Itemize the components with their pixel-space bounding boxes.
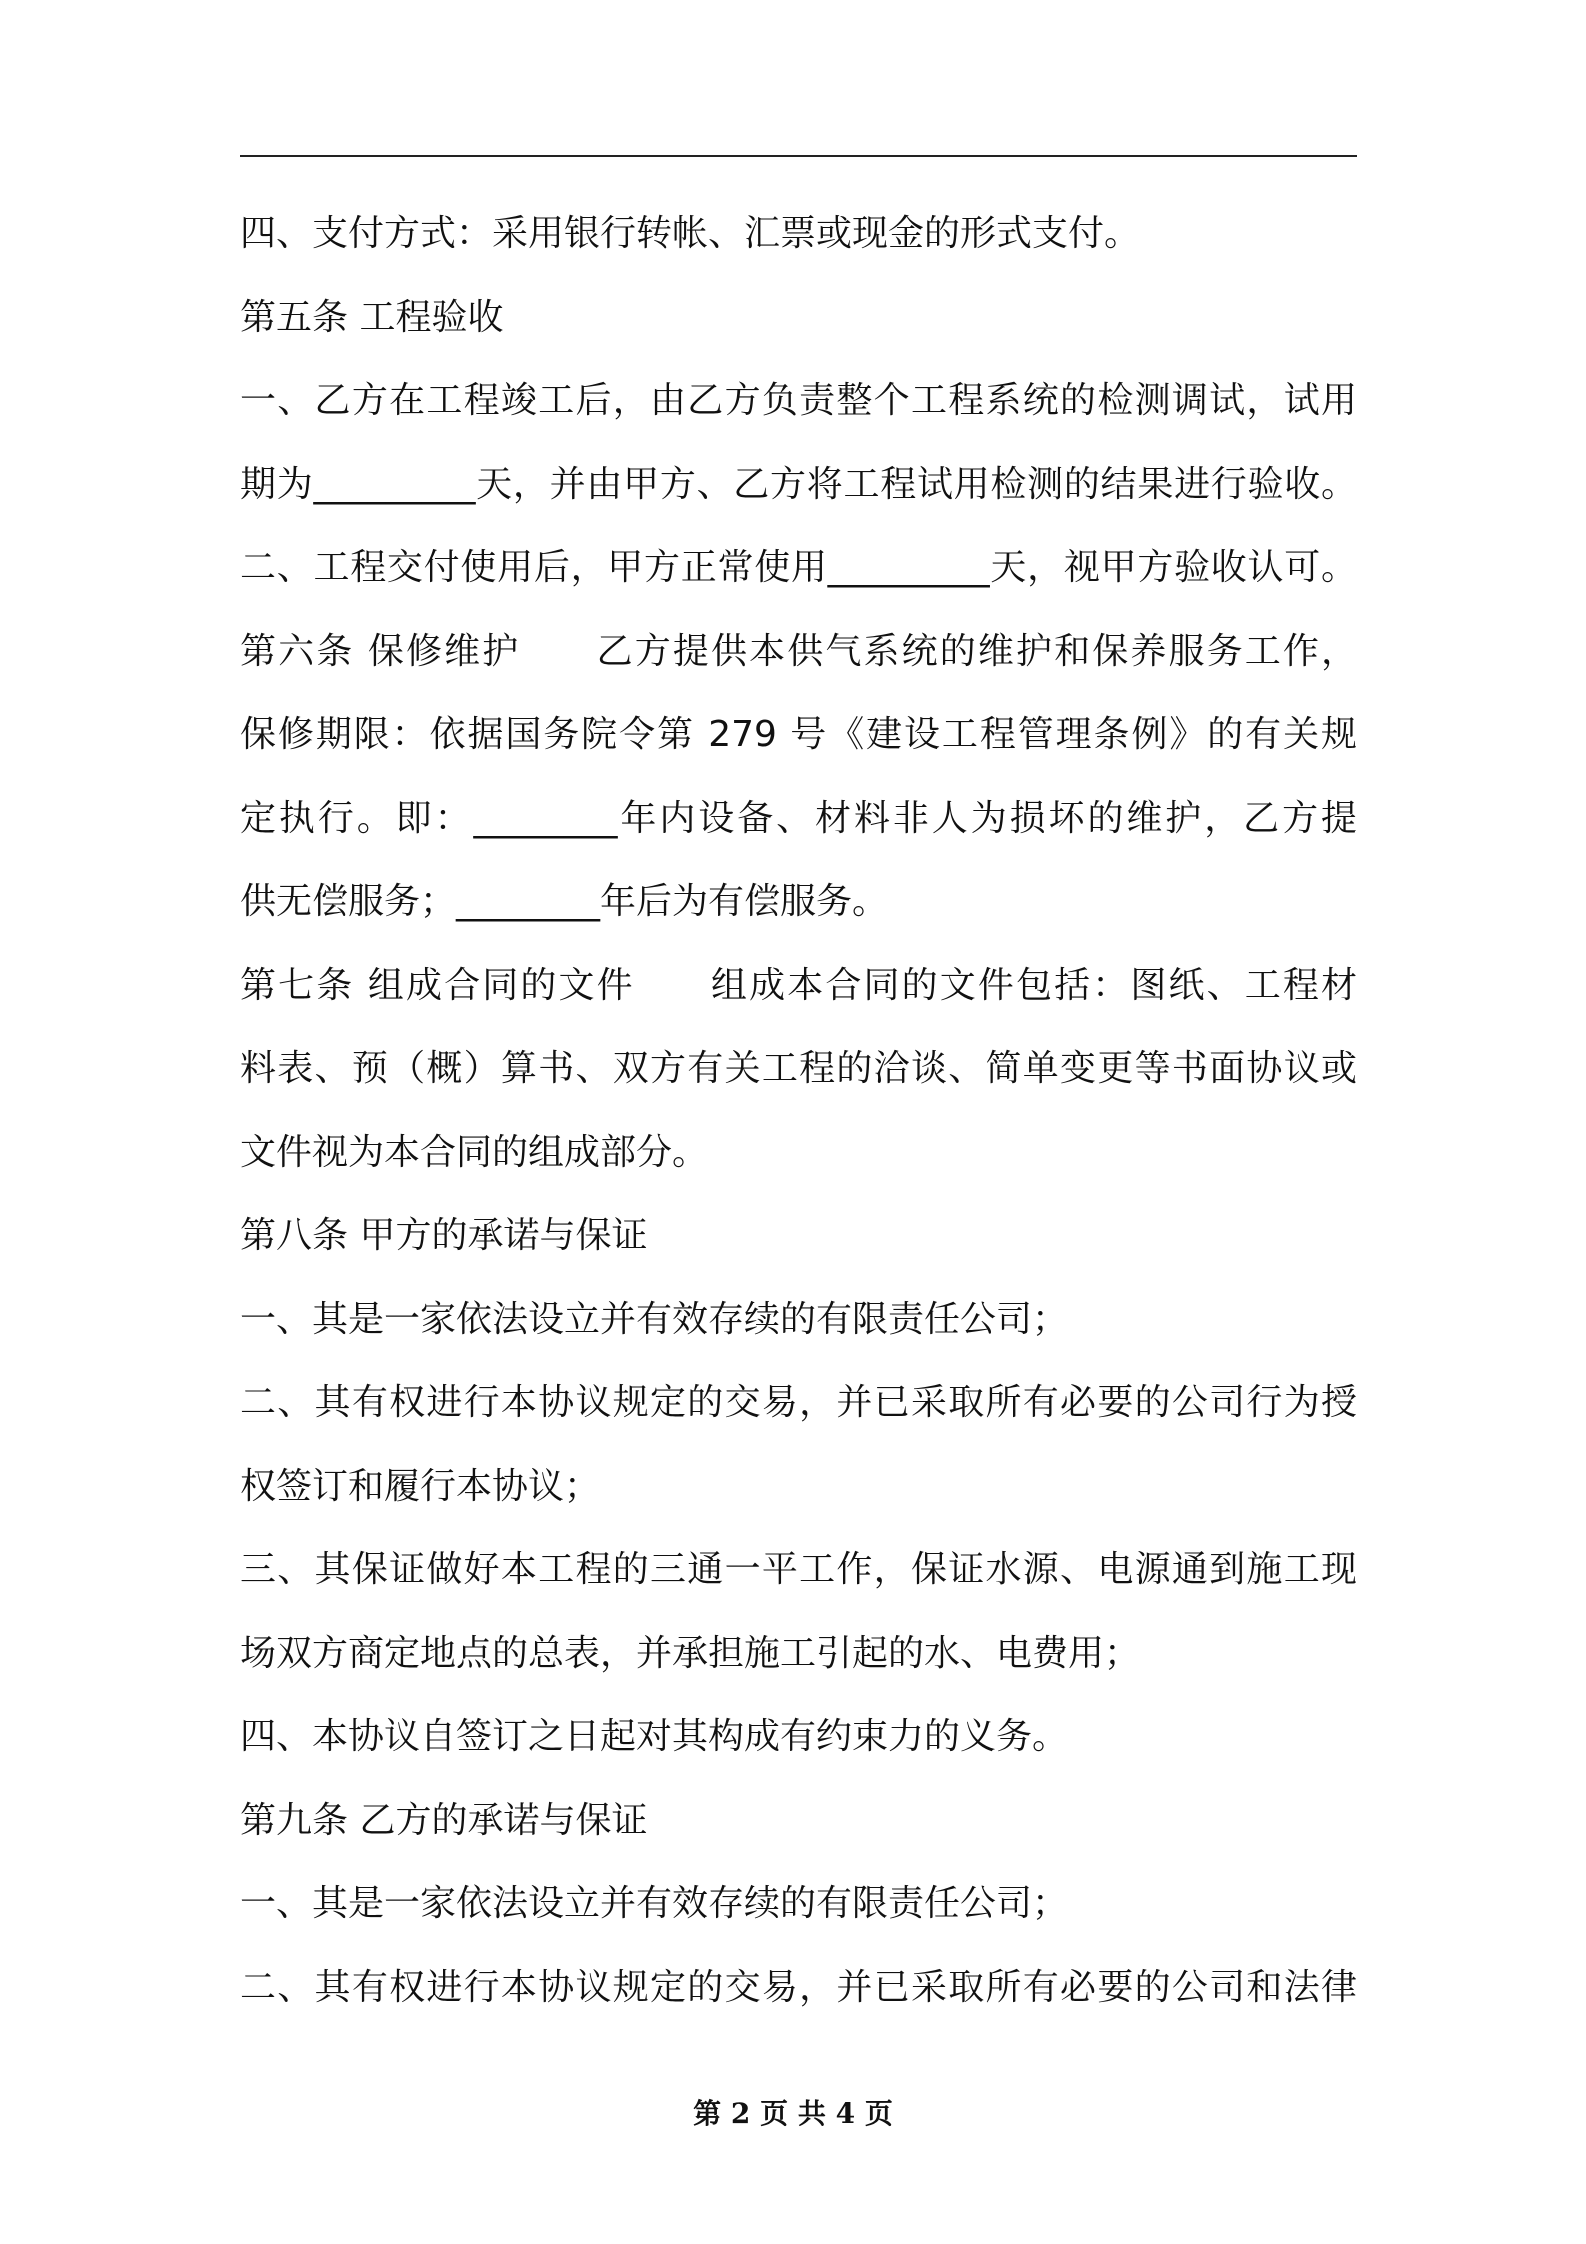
text-line: 定执行。即：________年内设备、材料非人为损坏的维护，乙方提: [240, 797, 1357, 839]
text-line: 一、乙方在工程竣工后，由乙方负责整个工程系统的检测调试，试用: [240, 380, 1357, 421]
text-line: 第八条 甲方的承诺与保证: [240, 1215, 648, 1256]
text-line: 保修期限：依据国务院令第 279 号《建设工程管理条例》的有关规: [240, 714, 1357, 755]
text-line: 四、支付方式：采用银行转帐、汇票或现金的形式支付。: [240, 213, 1141, 254]
text-line: 三、其保证做好本工程的三通一平工作，保证水源、电源通到施工现: [240, 1549, 1357, 1590]
text-line: 第七条 组成合同的文件 组成本合同的文件包括：图纸、工程材: [240, 964, 1357, 1006]
text-line: 料表、预（概）算书、双方有关工程的洽谈、简单变更等书面协议或: [240, 1048, 1357, 1089]
page-number-footer: 第 2 页 共 4 页: [693, 2097, 893, 2130]
header-rule: [240, 155, 1357, 157]
text-line: 文件视为本合同的组成部分。: [240, 1131, 709, 1173]
text-line: 第六条 保修维护 乙方提供本供气系统的维护和保养服务工作，: [240, 630, 1357, 672]
text-line: 场双方商定地点的总表，并承担施工引起的水、电费用；: [240, 1632, 1141, 1674]
text-line: 一、其是一家依法设立并有效存续的有限责任公司；: [240, 1298, 1069, 1340]
text-line: 期为_________天，并由甲方、乙方将工程试用检测的结果进行验收。: [240, 463, 1357, 505]
text-line: 二、其有权进行本协议规定的交易，并已采取所有必要的公司行为授: [240, 1382, 1357, 1423]
document-body: [240, 192, 1357, 2029]
text-line: 二、其有权进行本协议规定的交易，并已采取所有必要的公司和法律: [240, 1966, 1357, 2008]
text-line: 二、工程交付使用后，甲方正常使用_________天，视甲方验收认可。: [240, 547, 1357, 588]
text-line: 四、本协议自签订之日起对其构成有约束力的义务。: [240, 1716, 1069, 1757]
text-line: 第九条 乙方的承诺与保证: [240, 1799, 648, 1841]
text-line: 第五条 工程验收: [240, 296, 504, 338]
text-line: 一、其是一家依法设立并有效存续的有限责任公司；: [240, 1883, 1069, 1924]
text-line: 供无偿服务；________年后为有偿服务。: [240, 881, 889, 922]
text-line: 权签订和履行本协议；: [240, 1465, 601, 1507]
